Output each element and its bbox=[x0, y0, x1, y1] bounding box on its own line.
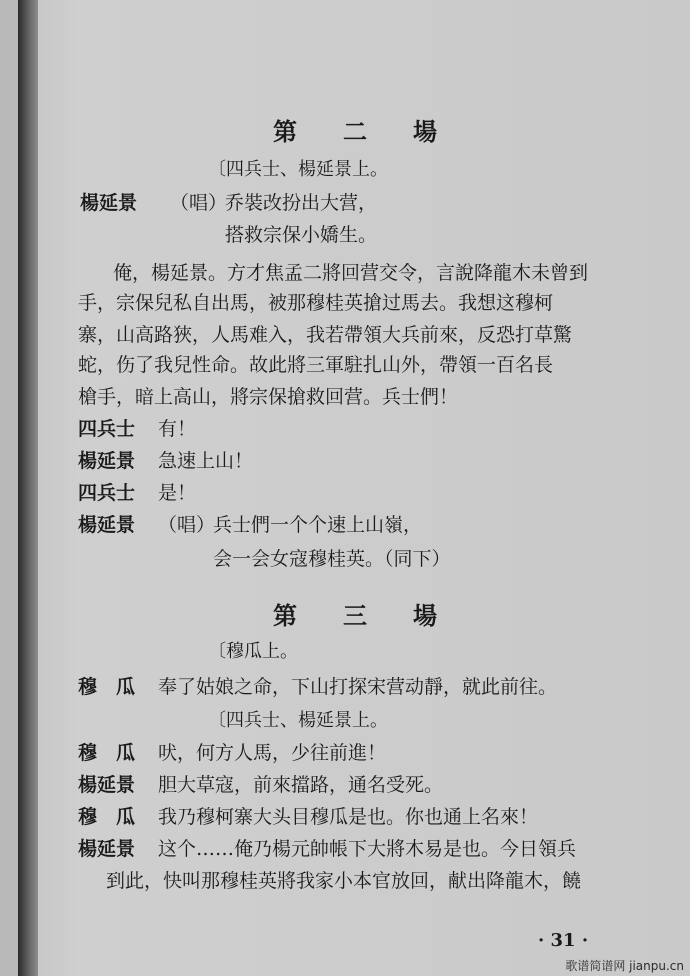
speaker: 楊延景 bbox=[80, 192, 138, 214]
watermark: 歌谱简谱网 jianpu.cn bbox=[565, 959, 684, 973]
prose-line: 槍手，暗上高山，將宗保搶救回营。兵士們！ bbox=[78, 386, 459, 408]
sing-mark: （唱） bbox=[158, 514, 216, 536]
speaker: 楊延景 bbox=[78, 450, 136, 472]
speaker: 楊延景 bbox=[78, 774, 136, 796]
verse-line: 乔裝改扮出大营， bbox=[225, 192, 378, 214]
stage-direction: 〔四兵士、楊延景上。 bbox=[208, 710, 388, 731]
dialogue: 胆大草寇，前來擋路，通名受死。 bbox=[158, 774, 444, 796]
scene-2-heading: 第二場 bbox=[273, 117, 483, 146]
speaker: 穆 瓜 bbox=[78, 742, 136, 764]
prose-line: 手，宗保兒私自出馬，被那穆桂英搶过馬去。我想这穆柯 bbox=[78, 292, 554, 314]
prose-line: 蛇，伤了我兒性命。故此將三軍駐扎山外，帶領一百名長 bbox=[78, 354, 554, 376]
dialogue: 我乃穆柯寨大头目穆瓜是也。你也通上名來！ bbox=[158, 806, 539, 828]
verse-line: 会一会女寇穆桂英。（同下） bbox=[213, 548, 451, 570]
book-spine bbox=[18, 0, 38, 976]
dialogue: 奉了姑娘之命，下山打探宋营动靜，就此前往。 bbox=[158, 676, 558, 698]
dialogue: 这个……俺乃楊元帥帳下大將木易是也。今日領兵 bbox=[158, 838, 577, 860]
dialogue: 急速上山！ bbox=[158, 450, 254, 472]
speaker: 四兵士 bbox=[78, 482, 136, 504]
prose-line: 寨，山高路狹，人馬难入，我若帶領大兵前來，反恐打草驚 bbox=[78, 324, 573, 346]
page-number: · 31 · bbox=[538, 930, 589, 951]
speaker: 穆 瓜 bbox=[78, 676, 136, 698]
dialogue: 是！ bbox=[158, 482, 197, 504]
speaker: 楊延景 bbox=[78, 514, 136, 536]
sing-mark: （唱） bbox=[170, 192, 228, 214]
verse-line: 搭救宗保小嬌生。 bbox=[225, 224, 378, 246]
speaker: 四兵士 bbox=[78, 418, 136, 440]
dialogue: 吠，何方人馬，少往前進！ bbox=[158, 742, 387, 764]
dialogue: 到此，快叫那穆桂英將我家小本官放回，献出降龍木，饒 bbox=[106, 870, 582, 892]
stage-direction: 〔四兵士、楊延景上。 bbox=[208, 159, 388, 180]
book-page bbox=[18, 0, 690, 976]
prose-line: 俺，楊延景。方才焦孟二將回营交令，言說降龍木未曾到 bbox=[113, 262, 589, 284]
dialogue: 有！ bbox=[158, 418, 197, 440]
speaker: 穆 瓜 bbox=[78, 806, 136, 828]
stage-direction: 〔穆瓜上。 bbox=[208, 641, 298, 662]
verse-line: 兵士們一个个速上山嶺， bbox=[213, 514, 423, 536]
scene-3-heading: 第三場 bbox=[273, 601, 483, 630]
speaker: 楊延景 bbox=[78, 838, 136, 860]
